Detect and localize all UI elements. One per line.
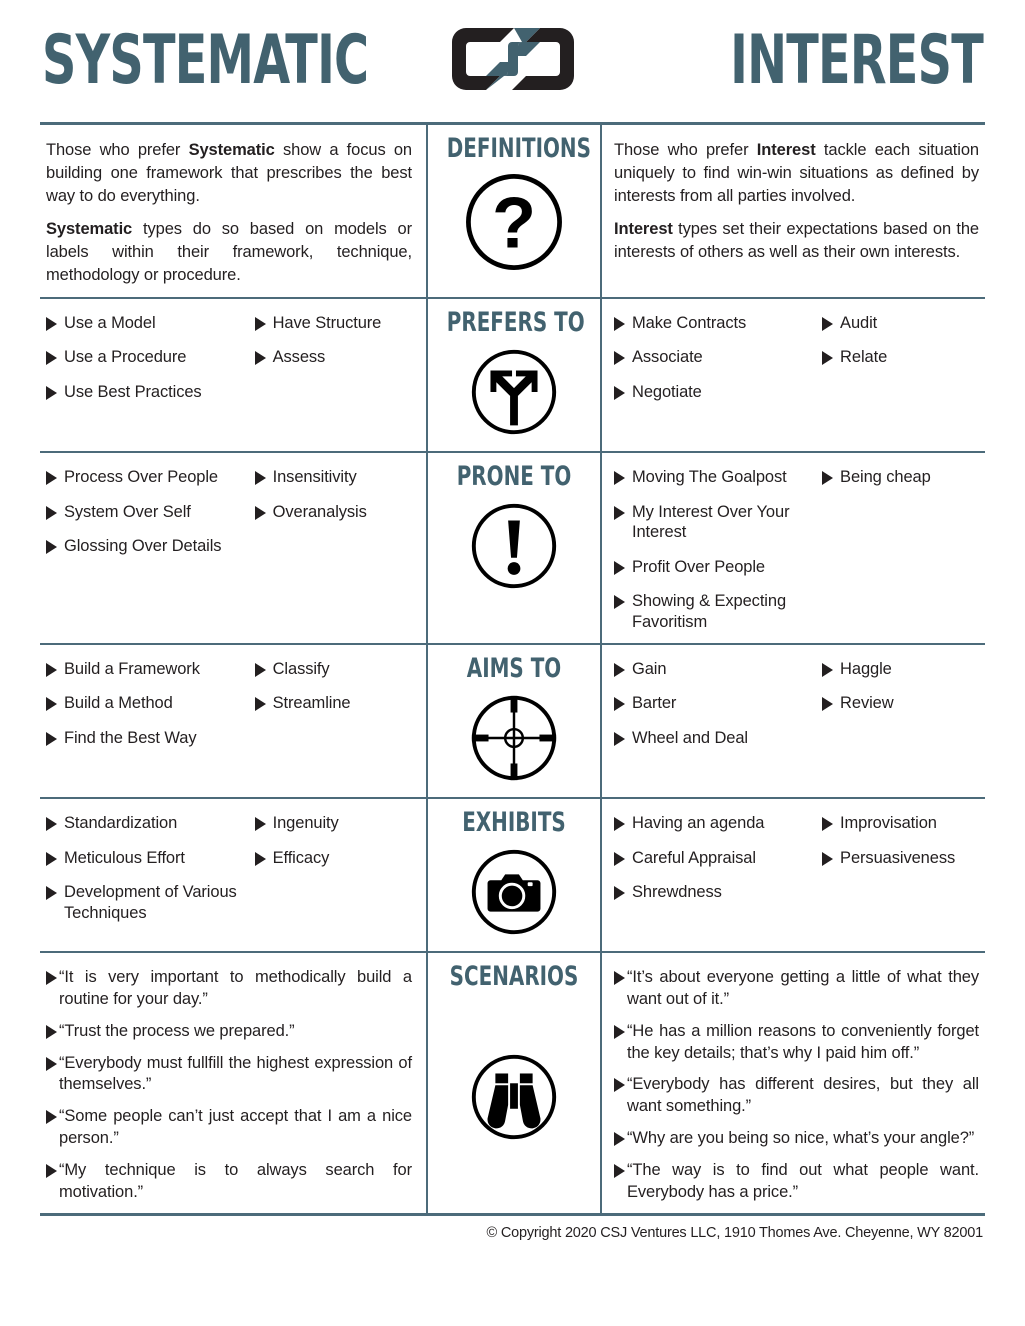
category-label-prefers-to: PREFERS TO [446,306,585,338]
list-item [46,882,255,923]
list-item-label: Gain [632,659,667,678]
list-item [255,659,412,680]
triangle-bullet-icon [822,697,833,711]
triangle-bullet-icon [614,595,625,609]
comparison-grid [40,122,985,1216]
bullet-list [614,313,979,403]
quote-text: “Some people can’t just accept that I am a nice person.” [59,1107,412,1147]
row-aims-to [40,645,985,799]
bullet-list [46,813,412,924]
csj-logo-icon [452,28,574,90]
quote-text: “It’s about everyone getting a little of what they want out of it.” [627,968,979,1009]
list-item [46,347,255,368]
paragraph-text: tackle each situation uniquely to find win-win situations as defined by interests from all parties involved. [614,141,979,205]
list-item-label: Have Structure [272,313,382,332]
triangle-bullet-icon [255,817,266,831]
list-item [822,659,979,680]
triangle-bullet-icon [46,506,57,520]
paragraph [614,139,979,207]
triangle-bullet-icon [255,697,266,711]
triangle-bullet-icon [822,852,833,866]
list-item [46,467,255,488]
triangle-bullet-icon [255,663,266,677]
prone-category-cell [426,453,602,643]
category-label-definitions: DEFINITIONS [446,133,591,164]
bullet-column-primary [614,467,822,633]
bullet-column-primary [614,313,822,403]
bullet-list [614,659,979,749]
quote-list [614,967,979,1203]
list-item [255,347,412,368]
list-item [46,848,255,869]
list-item [614,557,822,578]
list-item-label: Relate [840,348,888,367]
triangle-bullet-icon [46,351,57,365]
list-item-label: Showing & Expecting Favoritism [632,592,787,632]
right-title-wrap [583,21,983,100]
definitions-systematic-cell [40,125,426,297]
prone-systematic-cell [40,453,426,643]
bullet-column-primary [614,813,822,903]
list-item-label: Build a Method [64,694,173,713]
page-title-left: SYSTEMATIC [42,21,369,100]
quote-text: “Everybody must fullfill the highest expression of themselves.” [59,1053,412,1094]
csj-logo [452,28,574,95]
list-item-label: My Interest Over Your Interest [632,502,790,542]
category-label-prone-to: PRONE TO [456,460,572,492]
left-title-wrap [42,21,442,100]
triangle-bullet-icon [614,506,625,520]
triangle-bullet-icon [614,1025,625,1039]
list-item [46,502,255,523]
page-title-right: INTEREST [730,21,983,100]
list-item-label: Haggle [840,659,892,678]
list-item-label: Ingenuity [272,814,339,833]
paragraph-text: Those who prefer [614,141,757,159]
row-exhibits [40,799,985,953]
list-item-label: Make Contracts [632,313,747,332]
triangle-bullet-icon [255,471,266,485]
quote-item [46,1053,412,1097]
triangle-bullet-icon [46,1057,57,1071]
bold-term: Systematic [188,141,275,159]
list-item [822,467,979,488]
list-item-label: Being cheap [840,467,931,486]
prone-icon-holder [432,497,596,595]
list-item [46,693,255,714]
list-item [614,382,822,403]
list-item [46,728,255,749]
paragraph-text: show a focus on building one framework that prescribes the best way to do everything. [46,141,412,205]
paragraph-text: Those who prefer [46,141,189,159]
triangle-bullet-icon [614,1164,625,1178]
list-item [255,693,412,714]
list-item-label: Careful Appraisal [632,848,756,867]
triangle-bullet-icon [46,386,57,400]
list-item [46,313,255,334]
aims-category-cell [426,645,602,797]
bullet-column-secondary [255,659,412,749]
list-item-label: Use Best Practices [64,382,202,401]
triangle-bullet-icon [46,663,57,677]
scenarios-systematic-cell [40,953,426,1213]
bold-term: Interest [756,141,816,159]
triangle-bullet-icon [46,317,57,331]
svg-text:?: ? [491,183,537,264]
row-prone-to [40,453,985,645]
triangle-bullet-icon [46,732,57,746]
list-item-label: Assess [272,348,326,367]
paragraph-text: types do so based on models or labels within their framework, technique, methodology or procedure. [46,220,412,284]
triangle-bullet-icon [614,971,625,985]
binoculars-circle-icon [465,1048,563,1146]
quote-list [46,967,412,1203]
list-item-label: Use a Procedure [64,348,187,367]
list-item-label: Persuasiveness [840,848,956,867]
category-label-scenarios: SCENARIOS [449,961,579,993]
triangle-bullet-icon [46,1025,57,1039]
paragraph [614,218,979,264]
bullet-list [46,467,412,557]
quote-text: “Trust the process we prepared.” [59,1021,295,1040]
bullet-column-secondary [255,813,412,924]
triangle-bullet-icon [822,817,833,831]
quote-item [46,1160,412,1204]
aims-systematic-cell [40,645,426,797]
list-item-label: System Over Self [64,502,191,521]
fork-arrows-circle-icon [465,343,563,441]
list-item [614,659,822,680]
bold-term: Systematic [46,220,133,239]
definitions-category-cell [426,125,602,297]
list-item-label: Profit Over People [632,557,766,576]
list-item-label: Having an agenda [632,814,765,833]
aims-interest-cell [602,645,983,797]
definitions-interest-cell [602,125,983,297]
bullet-column-secondary [822,467,979,633]
list-item [614,502,822,543]
list-item [614,693,822,714]
paragraph-text: types set their expectations based on the interests of others as well as their own interests. [614,220,979,262]
copyright-footer: © Copyright 2020 CSJ Ventures LLC, 1910 Thomes Ave. Cheyenne, WY 82001 [486,1225,983,1242]
list-item [255,313,412,334]
quote-item [614,1074,979,1118]
row-prefers-to [40,299,985,453]
definitions-icon-holder [432,169,596,275]
list-item-label: Glossing Over Details [64,537,222,556]
quote-text: “It is very important to methodically build a routine for your day.” [59,968,412,1009]
list-item [255,848,412,869]
triangle-bullet-icon [46,540,57,554]
question-mark-circle-icon [461,169,567,275]
quote-item [614,967,979,1011]
triangle-bullet-icon [614,351,625,365]
triangle-bullet-icon [46,1110,57,1124]
bullet-column-primary [46,313,255,403]
triangle-bullet-icon [255,317,266,331]
triangle-bullet-icon [614,1132,625,1146]
list-item [614,882,822,903]
scenarios-icon-holder [432,1048,596,1146]
paragraph [46,218,412,286]
triangle-bullet-icon [614,1078,625,1092]
exclamation-circle-icon [465,497,563,595]
category-label-exhibits: EXHIBITS [462,807,566,839]
list-item-label: Associate [632,348,703,367]
triangle-bullet-icon [614,732,625,746]
triangle-bullet-icon [614,561,625,575]
camera-circle-icon [465,843,563,941]
bullet-column-primary [46,813,255,924]
list-item-label: Improvisation [840,814,937,833]
list-item [822,813,979,834]
triangle-bullet-icon [46,852,57,866]
exhibits-interest-cell [602,799,983,951]
bold-term: Interest [614,220,673,239]
page-header [40,0,985,122]
triangle-bullet-icon [614,317,625,331]
list-item-label: Wheel and Deal [632,728,749,747]
triangle-bullet-icon [255,506,266,520]
list-item-label: Development of Various Techniques [64,883,237,922]
list-item-label: Use a Model [64,313,156,332]
quote-item [46,1106,412,1150]
bullet-list [46,313,412,403]
list-item [614,313,822,334]
list-item-label: Efficacy [272,848,330,867]
triangle-bullet-icon [614,852,625,866]
bullet-column-secondary [255,313,412,403]
list-item [46,536,255,557]
triangle-bullet-icon [822,471,833,485]
bullet-column-primary [614,659,822,749]
list-item [614,467,822,488]
list-item [255,813,412,834]
category-label-aims-to: AIMS TO [466,652,562,684]
triangle-bullet-icon [614,817,625,831]
list-item-label: Moving The Goalpost [632,467,787,486]
list-item [614,591,822,632]
quote-item [46,967,412,1011]
list-item-label: Streamline [272,694,351,713]
list-item [614,347,822,368]
aims-icon-holder [432,689,596,787]
quote-text: “The way is to find out what people want. Everybody has a price.” [627,1160,979,1201]
triangle-bullet-icon [614,663,625,677]
list-item [614,813,822,834]
list-item-label: Audit [840,313,878,332]
paragraph [46,139,412,207]
list-item [255,467,412,488]
list-item-label: Barter [632,694,677,713]
quote-text: “Everybody has different desires, but they all want something.” [627,1075,979,1116]
bullet-column-primary [46,659,255,749]
bullet-column-secondary [822,813,979,903]
quote-item [46,1021,412,1043]
list-item [614,728,822,749]
triangle-bullet-icon [46,697,57,711]
triangle-bullet-icon [614,886,625,900]
exhibits-category-cell [426,799,602,951]
triangle-bullet-icon [822,663,833,677]
list-item-label: Process Over People [64,467,219,486]
bullet-column-primary [46,467,255,557]
quote-text: “He has a million reasons to conveniently forget the key details; that’s why I paid him off.” [627,1021,979,1062]
bullet-list [46,659,412,749]
triangle-bullet-icon [46,971,57,985]
quote-text: “My technique is to always search for motivation.” [59,1160,412,1201]
bullet-list [614,467,979,633]
list-item [822,313,979,334]
list-item [614,848,822,869]
bullet-column-secondary [255,467,412,557]
triangle-bullet-icon [255,852,266,866]
triangle-bullet-icon [46,886,57,900]
list-item [255,502,412,523]
prefers-icon-holder [432,343,596,441]
triangle-bullet-icon [822,351,833,365]
prefers-systematic-cell [40,299,426,451]
triangle-bullet-icon [614,697,625,711]
exhibits-icon-holder [432,843,596,941]
list-item-label: Review [840,694,894,713]
list-item-label: Overanalysis [272,502,367,521]
list-item-label: Classify [272,659,330,678]
list-item-label: Standardization [64,814,178,833]
bullet-list [614,813,979,903]
prone-interest-cell [602,453,983,643]
list-item [46,382,255,403]
prefers-category-cell [426,299,602,451]
quote-item [614,1128,979,1150]
triangle-bullet-icon [255,351,266,365]
quote-text: “Why are you being so nice, what’s your angle?” [627,1128,975,1147]
bullet-column-secondary [822,659,979,749]
scenarios-interest-cell [602,953,983,1213]
list-item-label: Negotiate [632,382,702,401]
row-scenarios [40,953,985,1216]
list-item-label: Find the Best Way [64,728,197,747]
triangle-bullet-icon [614,386,625,400]
exhibits-systematic-cell [40,799,426,951]
quote-item [614,1160,979,1204]
list-item [822,848,979,869]
list-item [46,659,255,680]
prefers-interest-cell [602,299,983,451]
list-item-label: Shrewdness [632,883,722,902]
row-definitions [40,125,985,299]
bullet-column-secondary [822,313,979,403]
quote-item [614,1021,979,1065]
triangle-bullet-icon [46,1164,57,1178]
triangle-bullet-icon [46,817,57,831]
list-item-label: Insensitivity [272,467,357,486]
triangle-bullet-icon [822,317,833,331]
triangle-bullet-icon [614,471,625,485]
list-item-label: Build a Framework [64,659,200,678]
list-item-label: Meticulous Effort [64,848,185,867]
list-item [822,693,979,714]
scenarios-category-cell [426,953,602,1213]
triangle-bullet-icon [46,471,57,485]
list-item [822,347,979,368]
crosshair-target-icon [465,689,563,787]
list-item [46,813,255,834]
